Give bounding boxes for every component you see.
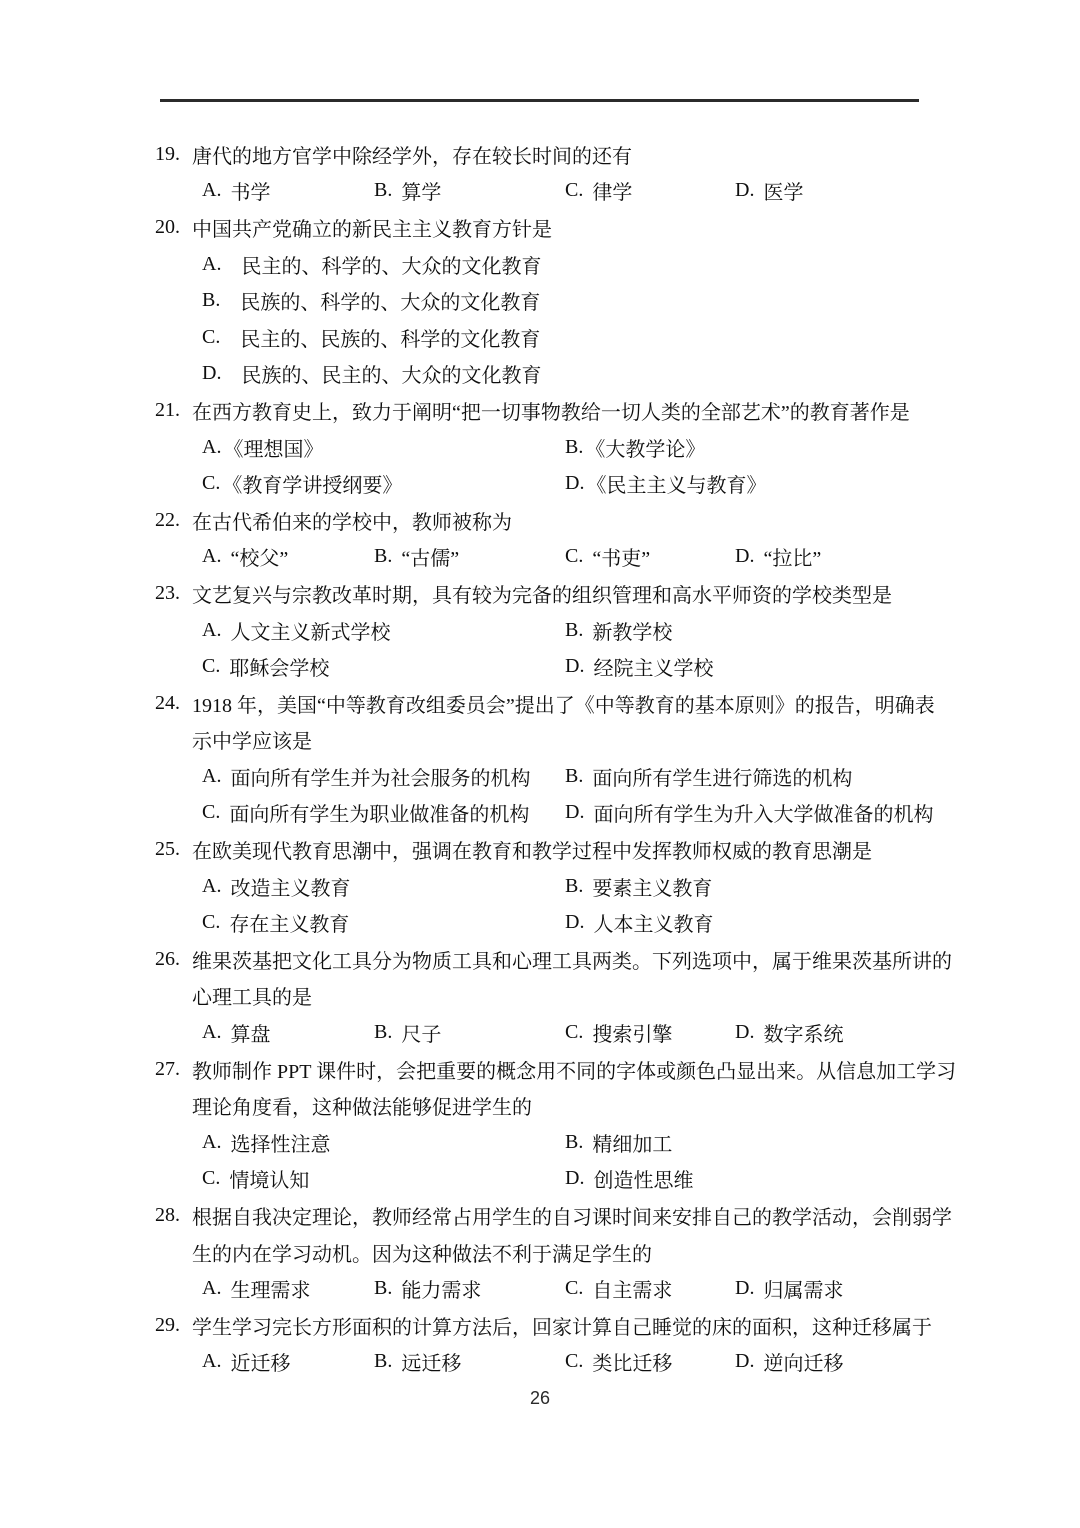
option-label: D. xyxy=(735,545,755,568)
option-27-a xyxy=(202,1128,565,1157)
option-label: C. xyxy=(565,1350,584,1373)
option-27-b xyxy=(565,1128,945,1157)
option-23-d xyxy=(565,652,945,681)
question-number: 27. xyxy=(155,1057,180,1080)
option-label: D. xyxy=(565,911,585,934)
option-text: 逆向迁移 xyxy=(763,1353,844,1376)
option-text: 经院主义学校 xyxy=(593,658,714,681)
option-24-a xyxy=(202,762,565,791)
option-25-c xyxy=(202,908,565,937)
question-28-stem xyxy=(155,1197,952,1234)
option-label: A. xyxy=(202,764,222,787)
option-text: 归属需求 xyxy=(763,1280,844,1303)
question-20-option-row-b xyxy=(155,282,945,319)
option-22-c xyxy=(565,542,735,571)
option-21-d xyxy=(565,469,945,498)
question-26-stem-line-2 xyxy=(155,978,945,1015)
option-21-b xyxy=(565,433,945,462)
question-29-stem xyxy=(155,1307,945,1344)
question-24-options-row-1 xyxy=(155,758,945,795)
question-text: 1918 年，美国“中等教育改组委员会”提出了《中等教育的基本原则》的报告，明确表 xyxy=(192,694,935,717)
question-24 xyxy=(155,685,945,831)
option-label: B. xyxy=(565,435,584,458)
option-29-a xyxy=(202,1347,374,1376)
option-text: 创造性思维 xyxy=(593,1170,694,1193)
option-text: “古儒” xyxy=(401,548,460,571)
option-20-b xyxy=(202,286,945,315)
option-19-a xyxy=(202,176,374,205)
question-text: 文艺复兴与宗教改革时期，具有较为完备的组织管理和高水平师资的学校类型是 xyxy=(192,584,892,607)
option-text: 面向所有学生并为社会服务的机构 xyxy=(230,767,531,790)
option-text: 存在主义教育 xyxy=(229,914,350,937)
option-label: A. xyxy=(202,252,222,275)
option-text: 算盘 xyxy=(230,1024,271,1047)
option-label: B. xyxy=(374,1350,393,1373)
option-label: B. xyxy=(565,618,584,641)
option-label: C. xyxy=(202,1167,221,1190)
option-text: 自主需求 xyxy=(592,1280,673,1303)
option-text: “校父” xyxy=(230,548,289,571)
question-number: 26. xyxy=(155,947,180,970)
question-list xyxy=(155,136,957,1380)
question-29-options xyxy=(155,1344,945,1381)
option-29-d xyxy=(735,1347,945,1376)
question-19-stem xyxy=(155,136,945,173)
question-21-options-row-1 xyxy=(155,429,945,466)
option-text: 情境认知 xyxy=(229,1170,310,1193)
option-23-b xyxy=(565,616,945,645)
option-label: A. xyxy=(202,1350,222,1373)
option-20-c xyxy=(202,323,945,352)
question-25 xyxy=(155,831,945,941)
option-label: B. xyxy=(565,1130,584,1153)
option-text: 近迁移 xyxy=(230,1353,291,1376)
option-label: A. xyxy=(202,545,222,568)
question-text: 在欧美现代教育思潮中，强调在教育和教学过程中发挥教师权威的教育思潮是 xyxy=(192,841,872,864)
question-27-stem-line-2 xyxy=(155,1087,945,1124)
option-label: A. xyxy=(202,1021,222,1044)
header-rule xyxy=(160,99,919,102)
question-22 xyxy=(155,502,945,575)
option-text: 面向所有学生为升入大学做准备的机构 xyxy=(593,804,934,827)
option-text: 搜索引擎 xyxy=(592,1024,673,1047)
question-text: 在西方教育史上，致力于阐明“把一切事物教给一切人类的全部艺术”的教育著作是 xyxy=(192,401,910,424)
option-label: A. xyxy=(202,435,222,458)
question-number: 23. xyxy=(155,581,180,604)
option-label: C. xyxy=(202,472,221,495)
question-23-options-row-2 xyxy=(155,648,945,685)
option-text: “拉比” xyxy=(763,548,822,571)
question-number: 19. xyxy=(155,142,180,165)
question-19-options xyxy=(155,173,945,210)
option-text: “书吏” xyxy=(592,548,651,571)
question-26-stem xyxy=(155,941,952,978)
question-22-stem xyxy=(155,502,945,539)
question-27-stem xyxy=(155,1051,957,1088)
option-22-d xyxy=(735,542,945,571)
option-27-d xyxy=(565,1164,945,1193)
option-text: 民主的、民族的、科学的文化教育 xyxy=(240,328,541,351)
question-26-options xyxy=(155,1014,945,1051)
question-text: 在古代希伯来的学校中，教师被称为 xyxy=(192,511,512,534)
option-text: 面向所有学生为职业做准备的机构 xyxy=(229,804,530,827)
option-text: 民族的、民主的、大众的文化教育 xyxy=(241,365,542,388)
option-19-d xyxy=(735,176,945,205)
option-label: D. xyxy=(735,1350,755,1373)
question-text: 示中学应该是 xyxy=(192,731,312,754)
option-text: 生理需求 xyxy=(230,1280,311,1303)
question-26 xyxy=(155,941,952,1051)
question-24-stem xyxy=(155,685,945,722)
option-24-b xyxy=(565,762,945,791)
option-22-a xyxy=(202,542,374,571)
question-21 xyxy=(155,392,945,502)
option-label: C. xyxy=(202,655,221,678)
option-29-c xyxy=(565,1347,735,1376)
option-28-a xyxy=(202,1274,374,1303)
option-27-c xyxy=(202,1164,565,1193)
option-text: 类比迁移 xyxy=(592,1353,673,1376)
question-25-stem xyxy=(155,831,945,868)
question-27-options-row-2 xyxy=(155,1161,945,1198)
question-20-stem xyxy=(155,209,945,246)
option-label: A. xyxy=(202,618,222,641)
question-text: 学生学习完长方形面积的计算方法后，回家计算自己睡觉的床的面积，这种迁移属于 xyxy=(192,1316,932,1339)
option-label: B. xyxy=(374,179,393,202)
question-20-option-row-c xyxy=(155,319,945,356)
option-text: 律学 xyxy=(592,182,633,205)
question-text: 理论角度看，这种做法能够促进学生的 xyxy=(192,1097,532,1120)
option-label: B. xyxy=(202,289,221,312)
option-label: D. xyxy=(735,1277,755,1300)
question-19 xyxy=(155,136,945,209)
option-26-a xyxy=(202,1018,374,1047)
option-text: 耶稣会学校 xyxy=(229,658,330,681)
question-number: 25. xyxy=(155,838,180,861)
page-number: 26 xyxy=(529,1388,551,1408)
option-label: A. xyxy=(202,179,222,202)
option-label: A. xyxy=(202,1130,222,1153)
option-text: 人本主义教育 xyxy=(593,914,714,937)
option-label: A. xyxy=(202,874,222,897)
option-label: B. xyxy=(374,1277,393,1300)
option-text: 人文主义新式学校 xyxy=(230,621,391,644)
option-20-d xyxy=(202,359,945,388)
option-19-b xyxy=(374,176,565,205)
option-text: 《大教学论》 xyxy=(585,438,706,461)
question-text: 心理工具的是 xyxy=(192,987,312,1010)
option-19-c xyxy=(565,176,735,205)
option-23-a xyxy=(202,616,565,645)
option-text: 能力需求 xyxy=(401,1280,482,1303)
option-label: C. xyxy=(202,911,221,934)
option-21-c xyxy=(202,469,565,498)
option-text: 《民主主义与教育》 xyxy=(586,475,767,498)
option-text: 《教育学讲授纲要》 xyxy=(222,475,403,498)
option-label: D. xyxy=(735,179,755,202)
question-number: 21. xyxy=(155,398,180,421)
question-number: 22. xyxy=(155,508,180,531)
option-text: 《理想国》 xyxy=(223,438,324,461)
option-24-c xyxy=(202,798,565,827)
option-text: 民主的、科学的、大众的文化教育 xyxy=(241,255,542,278)
option-28-d xyxy=(735,1274,945,1303)
option-label: B. xyxy=(374,545,393,568)
option-label: C. xyxy=(565,545,584,568)
option-text: 医学 xyxy=(763,182,804,205)
option-label: D. xyxy=(565,1167,585,1190)
option-label: D. xyxy=(202,362,222,385)
option-26-d xyxy=(735,1018,945,1047)
question-text: 维果茨基把文化工具分为物质工具和心理工具两类。下列选项中，属于维果茨基所讲的 xyxy=(192,950,952,973)
option-25-a xyxy=(202,872,565,901)
option-label: C. xyxy=(565,1277,584,1300)
option-text: 远迁移 xyxy=(401,1353,462,1376)
option-25-d xyxy=(565,908,945,937)
question-20-option-row-d xyxy=(155,356,945,393)
option-text: 民族的、科学的、大众的文化教育 xyxy=(240,292,541,315)
question-21-options-row-2 xyxy=(155,465,945,502)
option-29-b xyxy=(374,1347,565,1376)
option-26-b xyxy=(374,1018,565,1047)
option-label: B. xyxy=(565,764,584,787)
question-23 xyxy=(155,575,945,685)
option-text: 面向所有学生进行筛选的机构 xyxy=(592,767,853,790)
option-label: B. xyxy=(374,1021,393,1044)
option-text: 书学 xyxy=(230,182,271,205)
question-number: 28. xyxy=(155,1204,180,1227)
option-label: D. xyxy=(565,801,585,824)
option-label: D. xyxy=(565,655,585,678)
option-label: C. xyxy=(202,801,221,824)
question-text: 唐代的地方官学中除经学外，存在较长时间的还有 xyxy=(192,145,632,168)
option-26-c xyxy=(565,1018,735,1047)
option-label: D. xyxy=(565,472,585,495)
question-27 xyxy=(155,1051,957,1197)
option-21-a xyxy=(202,433,565,462)
option-label: A. xyxy=(202,1277,222,1300)
question-text: 生的内在学习动机。因为这种做法不利于满足学生的 xyxy=(192,1243,652,1266)
question-23-stem xyxy=(155,575,945,612)
question-20 xyxy=(155,209,945,392)
option-25-b xyxy=(565,872,945,901)
option-text: 要素主义教育 xyxy=(592,877,713,900)
question-23-options-row-1 xyxy=(155,612,945,649)
question-28 xyxy=(155,1197,952,1307)
question-24-stem-line-2 xyxy=(155,722,945,759)
option-label: C. xyxy=(565,1021,584,1044)
option-label: C. xyxy=(202,325,221,348)
option-text: 新教学校 xyxy=(592,621,673,644)
option-text: 选择性注意 xyxy=(230,1133,331,1156)
option-28-c xyxy=(565,1274,735,1303)
option-28-b xyxy=(374,1274,565,1303)
option-22-b xyxy=(374,542,565,571)
question-28-stem-line-2 xyxy=(155,1234,945,1271)
question-28-options xyxy=(155,1270,945,1307)
question-text: 教师制作 PPT 课件时，会把重要的概念用不同的字体或颜色凸显出来。从信息加工学习 xyxy=(192,1060,957,1083)
option-24-d xyxy=(565,798,945,827)
question-22-options xyxy=(155,539,945,576)
option-label: B. xyxy=(565,874,584,897)
option-text: 尺子 xyxy=(401,1024,442,1047)
question-24-options-row-2 xyxy=(155,795,945,832)
option-text: 算学 xyxy=(401,182,442,205)
question-29 xyxy=(155,1307,945,1380)
question-21-stem xyxy=(155,392,945,429)
question-20-option-row-a xyxy=(155,246,945,283)
question-text: 中国共产党确立的新民主主义教育方针是 xyxy=(192,218,552,241)
question-25-options-row-2 xyxy=(155,904,945,941)
question-text: 根据自我决定理论，教师经常占用学生的自习课时间来安排自己的教学活动，会削弱学 xyxy=(192,1207,952,1230)
option-label: D. xyxy=(735,1021,755,1044)
option-20-a xyxy=(202,250,945,279)
question-25-options-row-1 xyxy=(155,868,945,905)
option-label: C. xyxy=(565,179,584,202)
option-text: 精细加工 xyxy=(592,1133,673,1156)
question-27-options-row-1 xyxy=(155,1124,945,1161)
question-number: 20. xyxy=(155,215,180,238)
question-number: 29. xyxy=(155,1313,180,1336)
option-text: 改造主义教育 xyxy=(230,877,351,900)
option-text: 数字系统 xyxy=(763,1024,844,1047)
option-23-c xyxy=(202,652,565,681)
question-number: 24. xyxy=(155,691,180,714)
